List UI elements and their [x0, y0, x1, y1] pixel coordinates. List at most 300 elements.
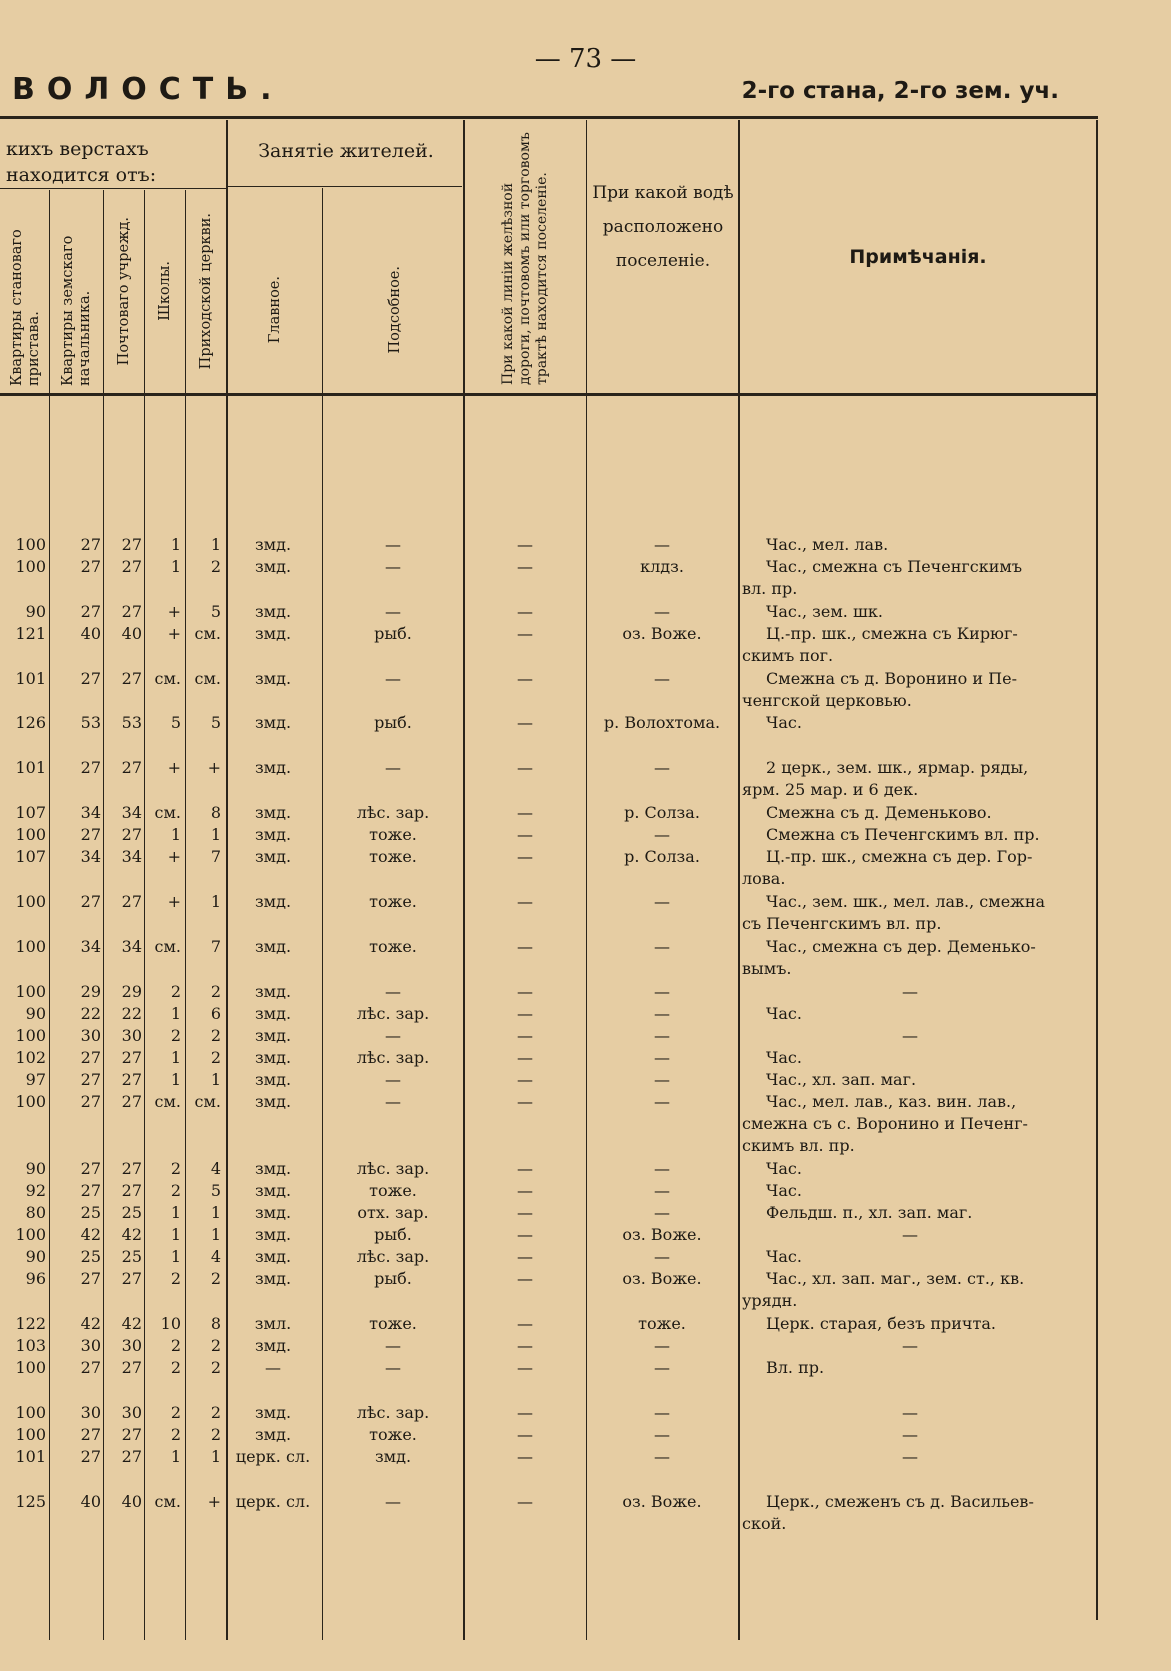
- secondary-occupation: лѣс. зар.: [356, 1403, 430, 1422]
- school-dist: 1: [170, 1070, 181, 1089]
- church-dist: 2: [210, 982, 221, 1001]
- church-dist: 4: [210, 1247, 221, 1266]
- zemsky-dist: 42: [80, 1314, 101, 1333]
- zemsky-dist: 27: [80, 669, 101, 688]
- post-dist: 42: [121, 1314, 142, 1333]
- post-dist: 22: [121, 1004, 142, 1023]
- main-occupation: змд.: [254, 557, 292, 576]
- road-line: —: [517, 535, 533, 554]
- main-occupation: змд.: [254, 1026, 292, 1045]
- notes-line: ской.: [742, 1514, 787, 1533]
- stanovoy-dist: 125: [15, 1492, 46, 1511]
- secondary-occupation: лѣс. зар.: [356, 1048, 430, 1067]
- post-dist: 27: [121, 602, 142, 621]
- secondary-occupation: —: [385, 1492, 401, 1511]
- secondary-occupation: рыб.: [374, 1225, 412, 1244]
- notes-line: —: [902, 982, 918, 1001]
- secondary-occupation: лѣс. зар.: [356, 1004, 430, 1023]
- road-line: —: [517, 1159, 533, 1178]
- road-line: —: [517, 1092, 533, 1111]
- main-occupation: змд.: [254, 1048, 292, 1067]
- page-number: — 73 —: [534, 44, 637, 74]
- notes-line: смежна съ с. Воронино и Печенг-: [742, 1114, 1028, 1133]
- zemsky-dist: 27: [80, 1070, 101, 1089]
- zemsky-dist: 27: [80, 1092, 101, 1111]
- water: клдз.: [640, 557, 684, 576]
- school-dist: 1: [170, 825, 181, 844]
- post-dist: 27: [121, 825, 142, 844]
- post-dist: 27: [121, 758, 142, 777]
- post-dist: 27: [121, 1181, 142, 1200]
- stanovoy-dist: 100: [15, 1092, 46, 1111]
- road-line: —: [517, 847, 533, 866]
- church-dist: 1: [210, 892, 221, 911]
- zemsky-dist: 27: [80, 1425, 101, 1444]
- zemsky-dist: 27: [80, 1159, 101, 1178]
- notes-line: Час., хл. зап. маг.: [766, 1070, 917, 1089]
- notes-line: скимъ вл. пр.: [742, 1136, 855, 1155]
- secondary-occupation: —: [385, 557, 401, 576]
- post-dist: 27: [121, 1092, 142, 1111]
- secondary-occupation: лѣс. зар.: [356, 1159, 430, 1178]
- church-dist: 1: [210, 1225, 221, 1244]
- road-line: —: [517, 825, 533, 844]
- road-line: —: [517, 1492, 533, 1511]
- post-dist: 30: [121, 1026, 142, 1045]
- notes-line: Час.: [766, 1048, 802, 1067]
- notes-line: Час., зем. шк., мел. лав., смежна: [766, 892, 1046, 911]
- stanovoy-dist: 107: [15, 803, 46, 822]
- water: —: [654, 1092, 670, 1111]
- post-dist: 25: [121, 1203, 142, 1222]
- main-occupation: змл.: [254, 1314, 292, 1333]
- church-dist: 2: [210, 1358, 221, 1377]
- notes-line: скимъ пог.: [742, 646, 834, 665]
- stanovoy-dist: 90: [25, 1004, 46, 1023]
- main-occupation: змд.: [254, 602, 292, 621]
- secondary-occupation: —: [385, 1336, 401, 1355]
- post-dist: 27: [121, 1048, 142, 1067]
- secondary-occupation: —: [385, 1026, 401, 1045]
- school-dist: см.: [154, 937, 181, 956]
- water: —: [654, 669, 670, 688]
- notes-line: —: [902, 1336, 918, 1355]
- secondary-occupation: лѣс. зар.: [356, 1247, 430, 1266]
- church-dist: 2: [210, 1048, 221, 1067]
- post-dist: 34: [121, 937, 142, 956]
- school-dist: 2: [170, 1425, 181, 1444]
- zemsky-dist: 25: [80, 1203, 101, 1222]
- stanovoy-dist: 121: [15, 624, 46, 643]
- church-dist: 7: [210, 847, 221, 866]
- school-dist: +: [167, 624, 181, 643]
- main-occupation: змд.: [254, 1247, 292, 1266]
- secondary-occupation: змд.: [374, 1447, 412, 1466]
- main-occupation: змд.: [254, 535, 292, 554]
- water: оз. Воже.: [622, 1225, 702, 1244]
- school-dist: 2: [170, 1181, 181, 1200]
- zemsky-dist: 27: [80, 1358, 101, 1377]
- post-dist: 27: [121, 1358, 142, 1377]
- road-line: —: [517, 1004, 533, 1023]
- notes-line: Час., мел. лав., каз. вин. лав.,: [766, 1092, 1017, 1111]
- post-dist: 27: [121, 892, 142, 911]
- water: —: [654, 937, 670, 956]
- secondary-occupation: тоже.: [369, 1425, 417, 1444]
- main-occupation: змд.: [254, 1004, 292, 1023]
- notes-line: ченгской церковью.: [742, 691, 912, 710]
- zemsky-dist: 22: [80, 1004, 101, 1023]
- zemsky-dist: 34: [80, 847, 101, 866]
- header-post: Почтоваго учрежд.: [115, 216, 132, 366]
- stanovoy-dist: 126: [15, 713, 46, 732]
- church-dist: 7: [210, 937, 221, 956]
- notes-line: 2 церк., зем. шк., ярмар. ряды,: [766, 758, 1029, 777]
- road-line: —: [517, 1026, 533, 1045]
- main-occupation: змд.: [254, 1203, 292, 1222]
- secondary-occupation: рыб.: [374, 1269, 412, 1288]
- zemsky-dist: 27: [80, 1269, 101, 1288]
- zemsky-dist: 42: [80, 1225, 101, 1244]
- rule-sub: [228, 186, 462, 187]
- secondary-occupation: тоже.: [369, 825, 417, 844]
- stanovoy-dist: 100: [15, 1425, 46, 1444]
- main-occupation: церк. сл.: [235, 1447, 311, 1466]
- post-dist: 27: [121, 1070, 142, 1089]
- post-dist: 42: [121, 1225, 142, 1244]
- zemsky-dist: 27: [80, 1048, 101, 1067]
- zemsky-dist: 40: [80, 624, 101, 643]
- water: —: [654, 825, 670, 844]
- main-occupation: змд.: [254, 892, 292, 911]
- zemsky-dist: 30: [80, 1026, 101, 1045]
- notes-line: Смежна съ д. Деменьково.: [766, 803, 992, 822]
- header-occupation-group: Занятіе жителей.: [258, 140, 434, 162]
- col-rule: [1096, 120, 1098, 1620]
- school-dist: 2: [170, 1403, 181, 1422]
- secondary-occupation: тоже.: [369, 847, 417, 866]
- school-dist: +: [167, 602, 181, 621]
- header-main: Главное.: [266, 276, 283, 344]
- notes-line: Вл. пр.: [766, 1358, 825, 1377]
- post-dist: 40: [121, 624, 142, 643]
- water: —: [654, 1181, 670, 1200]
- school-dist: 1: [170, 1447, 181, 1466]
- zemsky-dist: 27: [80, 535, 101, 554]
- school-dist: 1: [170, 557, 181, 576]
- zemsky-dist: 34: [80, 803, 101, 822]
- water: —: [654, 892, 670, 911]
- church-dist: 1: [210, 825, 221, 844]
- stanovoy-dist: 100: [15, 825, 46, 844]
- post-dist: 25: [121, 1247, 142, 1266]
- church-dist: 1: [210, 1447, 221, 1466]
- stanovoy-dist: 101: [15, 1447, 46, 1466]
- church-dist: 5: [210, 713, 221, 732]
- stanovoy-dist: 100: [15, 1026, 46, 1045]
- post-dist: 27: [121, 1269, 142, 1288]
- secondary-occupation: лѣс. зар.: [356, 803, 430, 822]
- main-occupation: змд.: [254, 1403, 292, 1422]
- header-left: ВОЛОСТЬ.: [12, 72, 284, 107]
- header-line: При какой линіи желѣзной дороги, почтовомъ или торговомъ трактѣ находится поселеніе.: [499, 132, 550, 385]
- church-dist: 2: [210, 557, 221, 576]
- road-line: —: [517, 624, 533, 643]
- water: —: [654, 1004, 670, 1023]
- road-line: —: [517, 982, 533, 1001]
- secondary-occupation: —: [385, 1070, 401, 1089]
- water: —: [654, 1336, 670, 1355]
- road-line: —: [517, 602, 533, 621]
- zemsky-dist: 30: [80, 1403, 101, 1422]
- zemsky-dist: 40: [80, 1492, 101, 1511]
- notes-line: Час., зем. шк.: [766, 602, 883, 621]
- zemsky-dist: 27: [80, 825, 101, 844]
- road-line: —: [517, 1447, 533, 1466]
- school-dist: 2: [170, 1336, 181, 1355]
- water: р. Волохтома.: [603, 713, 721, 732]
- zemsky-dist: 27: [80, 1447, 101, 1466]
- post-dist: 53: [121, 713, 142, 732]
- post-dist: 27: [121, 557, 142, 576]
- post-dist: 27: [121, 535, 142, 554]
- stanovoy-dist: 101: [15, 669, 46, 688]
- header-stanovoy: Квартиры становаго пристава.: [9, 229, 42, 386]
- header-school: Школы.: [156, 261, 173, 321]
- main-occupation: змд.: [254, 1336, 292, 1355]
- school-dist: 2: [170, 1358, 181, 1377]
- notes-line: Церк., смеженъ съ д. Васильев-: [766, 1492, 1034, 1511]
- road-line: —: [517, 1203, 533, 1222]
- water: —: [654, 1026, 670, 1045]
- notes-line: Ц.-пр. шк., смежна съ дер. Гор-: [766, 847, 1033, 866]
- road-line: —: [517, 1225, 533, 1244]
- stanovoy-dist: 107: [15, 847, 46, 866]
- church-dist: см.: [194, 624, 221, 643]
- main-occupation: змд.: [254, 1269, 292, 1288]
- zemsky-dist: 34: [80, 937, 101, 956]
- stanovoy-dist: 100: [15, 1403, 46, 1422]
- stanovoy-dist: 90: [25, 602, 46, 621]
- zemsky-dist: 29: [80, 982, 101, 1001]
- secondary-occupation: тоже.: [369, 937, 417, 956]
- main-occupation: змд.: [254, 1070, 292, 1089]
- school-dist: 1: [170, 535, 181, 554]
- notes-line: Час.: [766, 713, 802, 732]
- notes-line: Час., хл. зап. маг., зем. ст., кв.: [766, 1269, 1025, 1288]
- post-dist: 34: [121, 803, 142, 822]
- main-occupation: змд.: [254, 713, 292, 732]
- post-dist: 27: [121, 1447, 142, 1466]
- post-dist: 30: [121, 1336, 142, 1355]
- school-dist: 1: [170, 1225, 181, 1244]
- secondary-occupation: рыб.: [374, 713, 412, 732]
- main-occupation: змд.: [254, 937, 292, 956]
- church-dist: 8: [210, 803, 221, 822]
- col-rule: [185, 190, 186, 1640]
- notes-line: Ц.-пр. шк., смежна съ Кирюг-: [766, 624, 1018, 643]
- post-dist: 27: [121, 1159, 142, 1178]
- school-dist: 1: [170, 1004, 181, 1023]
- notes-line: съ Печенгскимъ вл. пр.: [742, 914, 942, 933]
- zemsky-dist: 53: [80, 713, 101, 732]
- school-dist: +: [167, 758, 181, 777]
- zemsky-dist: 27: [80, 758, 101, 777]
- school-dist: см.: [154, 1092, 181, 1111]
- church-dist: 6: [210, 1004, 221, 1023]
- church-dist: 1: [210, 535, 221, 554]
- church-dist: см.: [194, 669, 221, 688]
- church-dist: 2: [210, 1269, 221, 1288]
- zemsky-dist: 30: [80, 1336, 101, 1355]
- stanovoy-dist: 100: [15, 1358, 46, 1377]
- water: —: [654, 535, 670, 554]
- stanovoy-dist: 100: [15, 892, 46, 911]
- secondary-occupation: —: [385, 602, 401, 621]
- main-occupation: церк. сл.: [235, 1492, 311, 1511]
- notes-line: Смежна съ Печенгскимъ вл. пр.: [766, 825, 1040, 844]
- church-dist: 4: [210, 1159, 221, 1178]
- road-line: —: [517, 713, 533, 732]
- stanovoy-dist: 122: [15, 1314, 46, 1333]
- col-rule: [738, 120, 740, 1640]
- header-notes: Примѣчанія.: [849, 246, 987, 268]
- main-occupation: змд.: [254, 847, 292, 866]
- road-line: —: [517, 803, 533, 822]
- school-dist: 2: [170, 1269, 181, 1288]
- secondary-occupation: —: [385, 669, 401, 688]
- secondary-occupation: рыб.: [374, 624, 412, 643]
- notes-line: урядн.: [742, 1291, 798, 1310]
- church-dist: 8: [210, 1314, 221, 1333]
- header-church: Приходской церкви.: [197, 212, 214, 370]
- notes-line: —: [902, 1225, 918, 1244]
- water: —: [654, 1203, 670, 1222]
- secondary-occupation: —: [385, 1358, 401, 1377]
- notes-line: Час.: [766, 1159, 802, 1178]
- header-secondary: Подсобное.: [386, 266, 403, 354]
- notes-line: Час.: [766, 1181, 802, 1200]
- main-occupation: змд.: [254, 1159, 292, 1178]
- main-occupation: —: [265, 1358, 281, 1377]
- zemsky-dist: 27: [80, 557, 101, 576]
- secondary-occupation: отх. зар.: [357, 1203, 429, 1222]
- col-rule: [103, 190, 104, 1640]
- notes-line: Фельдш. п., хл. зап. маг.: [766, 1203, 973, 1222]
- school-dist: см.: [154, 803, 181, 822]
- secondary-occupation: тоже.: [369, 1181, 417, 1200]
- secondary-occupation: —: [385, 758, 401, 777]
- secondary-occupation: —: [385, 535, 401, 554]
- notes-line: —: [902, 1425, 918, 1444]
- main-occupation: змд.: [254, 758, 292, 777]
- stanovoy-dist: 90: [25, 1159, 46, 1178]
- secondary-occupation: тоже.: [369, 1314, 417, 1333]
- notes-line: вымъ.: [742, 959, 792, 978]
- road-line: —: [517, 1425, 533, 1444]
- water: —: [654, 1358, 670, 1377]
- notes-line: —: [902, 1447, 918, 1466]
- church-dist: +: [207, 1492, 221, 1511]
- header-zemsky: Квартиры земскаго начальника.: [60, 235, 93, 386]
- main-occupation: змд.: [254, 1225, 292, 1244]
- stanovoy-dist: 80: [25, 1203, 46, 1222]
- school-dist: +: [167, 847, 181, 866]
- water: —: [654, 1247, 670, 1266]
- water: —: [654, 1159, 670, 1178]
- road-line: —: [517, 1336, 533, 1355]
- post-dist: 34: [121, 847, 142, 866]
- stanovoy-dist: 90: [25, 1247, 46, 1266]
- church-dist: см.: [194, 1092, 221, 1111]
- rule-header-bottom: [0, 393, 1098, 396]
- water: —: [654, 1048, 670, 1067]
- header-right: 2-го стана, 2-го зем. уч.: [741, 78, 1059, 104]
- water: —: [654, 1403, 670, 1422]
- water: —: [654, 1447, 670, 1466]
- zemsky-dist: 27: [80, 1181, 101, 1200]
- stanovoy-dist: 101: [15, 758, 46, 777]
- water: оз. Воже.: [622, 624, 702, 643]
- church-dist: 5: [210, 602, 221, 621]
- stanovoy-dist: 97: [25, 1070, 46, 1089]
- stanovoy-dist: 102: [15, 1048, 46, 1067]
- notes-line: Час., смежна съ дер. Деменько-: [766, 937, 1036, 956]
- col-rule: [144, 190, 145, 1640]
- notes-line: вл. пр.: [742, 579, 798, 598]
- school-dist: 5: [170, 713, 181, 732]
- school-dist: см.: [154, 1492, 181, 1511]
- notes-line: Час.: [766, 1004, 802, 1023]
- stanovoy-dist: 92: [25, 1181, 46, 1200]
- road-line: —: [517, 1048, 533, 1067]
- main-occupation: змд.: [254, 669, 292, 688]
- water: р. Солза.: [624, 847, 700, 866]
- church-dist: 1: [210, 1203, 221, 1222]
- school-dist: 2: [170, 982, 181, 1001]
- stanovoy-dist: 96: [25, 1269, 46, 1288]
- stanovoy-dist: 100: [15, 557, 46, 576]
- road-line: —: [517, 937, 533, 956]
- main-occupation: змд.: [254, 1092, 292, 1111]
- zemsky-dist: 27: [80, 602, 101, 621]
- zemsky-dist: 27: [80, 892, 101, 911]
- school-dist: +: [167, 892, 181, 911]
- notes-line: —: [902, 1403, 918, 1422]
- notes-line: Час., смежна съ Печенгскимъ: [766, 557, 1022, 576]
- secondary-occupation: тоже.: [369, 892, 417, 911]
- notes-line: Церк. старая, безъ причта.: [766, 1314, 996, 1333]
- header-water: При какой водѣ расположено поселеніе.: [592, 183, 734, 271]
- notes-line: Смежна съ д. Воронино и Пе-: [766, 669, 1017, 688]
- road-line: —: [517, 1269, 533, 1288]
- road-line: —: [517, 1403, 533, 1422]
- school-dist: 1: [170, 1247, 181, 1266]
- water: тоже.: [638, 1314, 686, 1333]
- stanovoy-dist: 100: [15, 982, 46, 1001]
- secondary-occupation: —: [385, 1092, 401, 1111]
- rule-group: [0, 188, 226, 189]
- road-line: —: [517, 669, 533, 688]
- water: оз. Воже.: [622, 1492, 702, 1511]
- header-distance-group: кихъ верстахъ находится отъ:: [6, 138, 157, 186]
- school-dist: 2: [170, 1159, 181, 1178]
- road-line: —: [517, 1314, 533, 1333]
- water: оз. Воже.: [622, 1269, 702, 1288]
- church-dist: 2: [210, 1425, 221, 1444]
- stanovoy-dist: 103: [15, 1336, 46, 1355]
- zemsky-dist: 25: [80, 1247, 101, 1266]
